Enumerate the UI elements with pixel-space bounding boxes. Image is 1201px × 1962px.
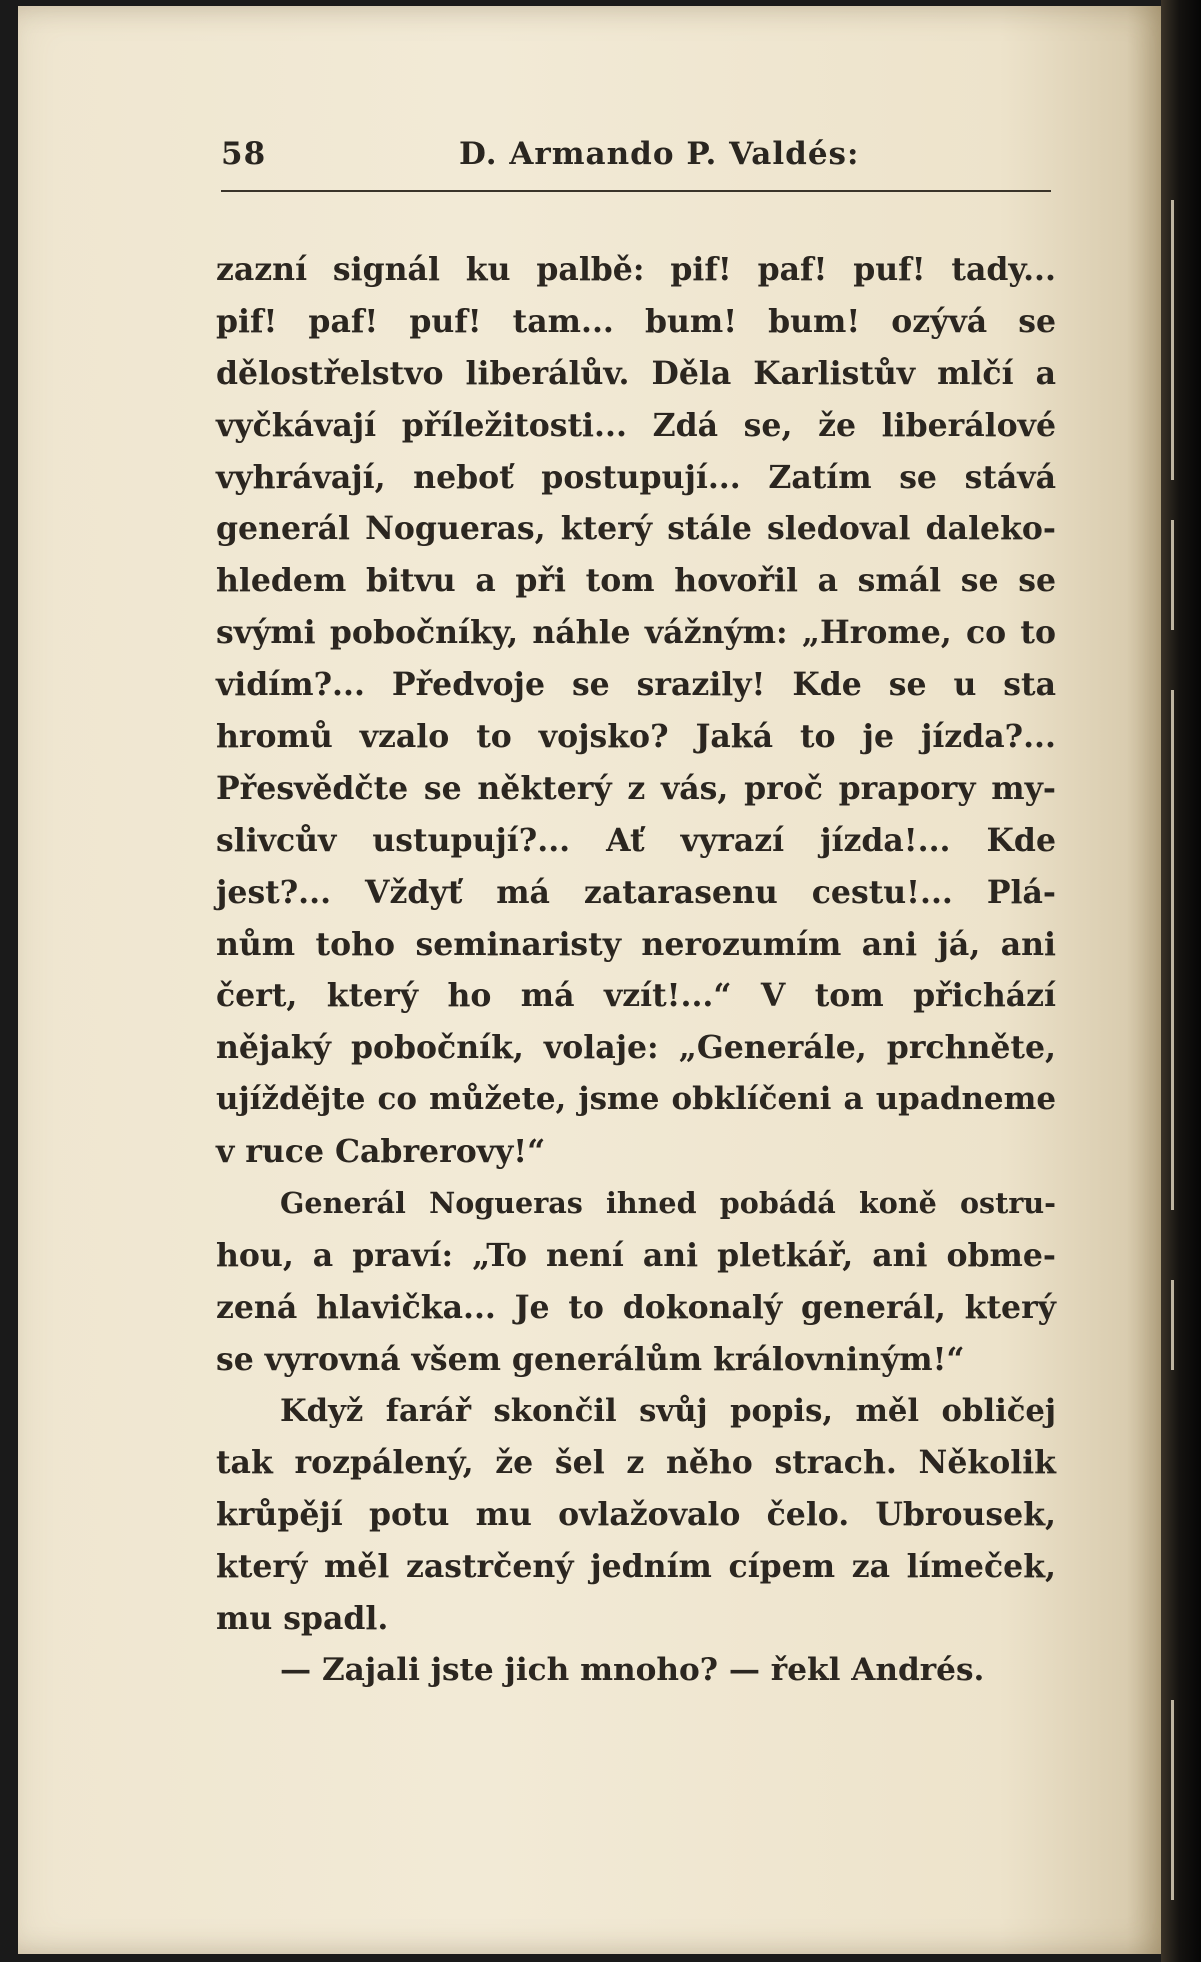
text-line: Generál Nogueras ihned pobádá koně ostru- — [280, 1186, 1056, 1221]
text-line: mu spadl. — [216, 1600, 389, 1638]
text-line: slivcův ustupují?... Ať vyrazí jízda!... Kde — [216, 821, 1056, 859]
text-line: pif! paf! puf! tam... bum! bum! ozývá se — [216, 302, 1056, 340]
book-page — [18, 6, 1173, 1954]
text-line: svými pobočníky, náhle vážným: „Hrome, co to — [216, 614, 1056, 652]
header-rule — [221, 190, 1051, 192]
text-line: Přesvědčte se některý z vás, proč prapory my- — [216, 769, 1056, 807]
book-spine — [1161, 0, 1201, 1962]
text-line: hledem bitvu a při tom hovořil a smál se se — [216, 562, 1056, 600]
text-line: zená hlavička... Je to dokonalý generál, který — [216, 1288, 1056, 1326]
text-line: — Zajali jste jich mnoho? — řekl Andrés. — [280, 1652, 985, 1689]
page-header — [221, 136, 1051, 186]
text-line: vyhrávají, neboť postupují... Zatím se stává — [216, 458, 1056, 496]
spine-edge-mark — [1171, 1280, 1174, 1370]
spine-edge-mark — [1171, 690, 1174, 1210]
text-line: se vyrovná všem generálům královniným!“ — [216, 1340, 965, 1378]
body-text — [216, 244, 1056, 1697]
spine-edge-mark — [1171, 200, 1174, 480]
text-line: hromů vzalo to vojsko? Jaká to je jízda?... — [216, 718, 1056, 756]
spine-edge-mark — [1171, 1700, 1174, 1900]
spine-edge-mark — [1171, 520, 1174, 630]
text-line: vidím?... Předvoje se srazily! Kde se u sta — [216, 666, 1056, 704]
text-line: který měl zastrčený jedním cípem za límeček, — [216, 1548, 1056, 1586]
text-line: Když farář skončil svůj popis, měl obličej — [280, 1392, 1056, 1429]
text-line: nům toho seminaristy nerozumím ani já, ani — [216, 925, 1056, 963]
text-line: dělostřelstvo liberálův. Děla Karlistův mlčí a — [216, 354, 1056, 392]
text-line: čert, který ho má vzít!...“ V tom přichází — [216, 977, 1056, 1015]
text-line: nějaký pobočník, volaje: „Generále, prchněte, — [216, 1029, 1056, 1067]
text-line: zazní signál ku palbě: pif! paf! puf! tady... — [216, 251, 1056, 288]
text-line: tak rozpálený, že šel z něho strach. Několik — [216, 1444, 1056, 1482]
text-line: jest?... Vždyť má zatarasenu cestu!... Plá- — [216, 873, 1056, 911]
page-number: 58 — [221, 136, 267, 172]
text-line: v ruce Cabrerovy!“ — [216, 1133, 546, 1171]
text-line: vyčkávají příležitosti... Zdá se, že liberálové — [216, 406, 1056, 444]
text-line: krůpějí potu mu ovlažovalo čelo. Ubrousek, — [216, 1496, 1056, 1534]
text-line: ujíždějte co můžete, jsme obklíčeni a upadneme — [216, 1081, 1056, 1118]
running-head: D. Armando P. Valdés: — [459, 136, 860, 172]
text-line: generál Nogueras, který stále sledoval daleko- — [216, 510, 1056, 548]
text-line: hou, a praví: „To není ani pletkář, ani obme- — [216, 1236, 1056, 1274]
